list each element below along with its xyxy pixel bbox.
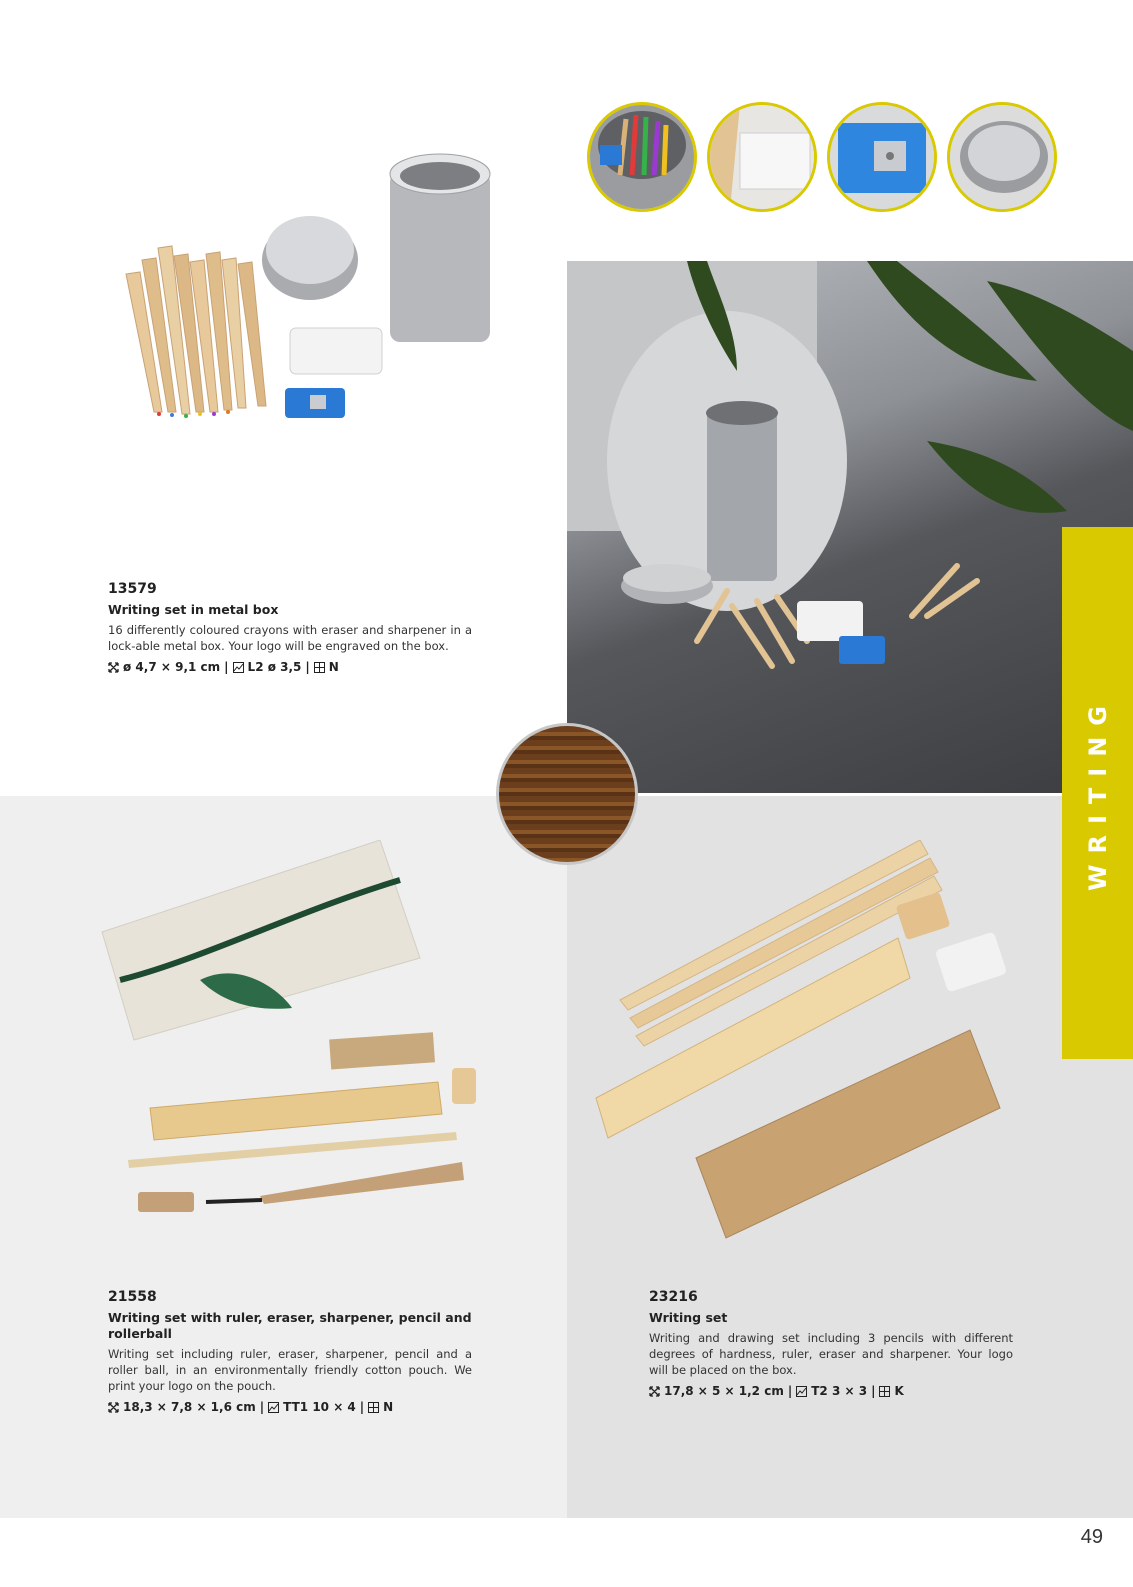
product-packaging: N (328, 660, 339, 674)
product-specs: 18,3 × 7,8 × 1,6 cm | TT1 10 × 4 | N (108, 1400, 472, 1414)
product-image-23216 (590, 840, 1030, 1250)
detail-circle-sharpener (827, 102, 937, 212)
product-print-code: T2 3 × 3 (811, 1384, 868, 1398)
product-dimensions: ø 4,7 × 9,1 cm (123, 660, 221, 674)
page-number: 49 (1080, 1526, 1103, 1548)
detail-circle-eraser (707, 102, 817, 212)
product-specs: ø 4,7 × 9,1 cm | L2 ø 3,5 | N (108, 660, 472, 674)
product-info-13579 (108, 581, 472, 674)
dimensions-icon (649, 1386, 660, 1397)
lifestyle-photo (567, 261, 1133, 793)
product-image-13579 (120, 150, 510, 440)
product-description: Writing and drawing set including 3 pencils with different degrees of hardness, ruler, eraser and sharpener. Your logo will be placed on the box. (649, 1331, 1013, 1377)
product-id: 13579 (108, 581, 157, 597)
category-tab-label: WRITING (1083, 695, 1112, 891)
product-info-21558 (108, 1289, 472, 1414)
print-method-icon (268, 1402, 279, 1413)
packaging-icon (368, 1402, 379, 1413)
product-id: 23216 (649, 1289, 698, 1305)
packaging-icon (879, 1386, 890, 1397)
dimensions-icon (108, 662, 119, 673)
detail-circle-tin (947, 102, 1057, 212)
detail-circle-crayons (587, 102, 697, 212)
print-method-icon (796, 1386, 807, 1397)
print-method-icon (233, 662, 244, 673)
product-title: Writing set (649, 1310, 728, 1325)
packaging-icon (314, 662, 325, 673)
product-dimensions: 18,3 × 7,8 × 1,6 cm (123, 1400, 256, 1414)
product-packaging: N (383, 1400, 394, 1414)
dimensions-icon (108, 1402, 119, 1413)
product-image-21558 (100, 840, 480, 1240)
product-print-code: TT1 10 × 4 (283, 1400, 356, 1414)
product-specs: 17,8 × 5 × 1,2 cm | T2 3 × 3 | K (649, 1384, 1013, 1398)
product-title: Writing set in metal box (108, 602, 279, 617)
product-id: 21558 (108, 1289, 157, 1305)
product-print-code: L2 ø 3,5 (247, 660, 302, 674)
product-info-23216 (649, 1289, 1013, 1398)
product-description: 16 differently coloured crayons with eraser and sharpener in a lock-able metal box. Your logo will be engraved on the box. (108, 623, 472, 653)
product-dimensions: 17,8 × 5 × 1,2 cm (664, 1384, 784, 1398)
product-title: Writing set with ruler, eraser, sharpener, pencil and rollerball (108, 1310, 472, 1341)
product-packaging: K (894, 1384, 904, 1398)
category-tab (1062, 527, 1133, 1059)
product-description: Writing set including ruler, eraser, sharpener, pencil and a roller ball, in an environmentally friendly cotton pouch. We print your logo on the pouch. (108, 1347, 472, 1393)
